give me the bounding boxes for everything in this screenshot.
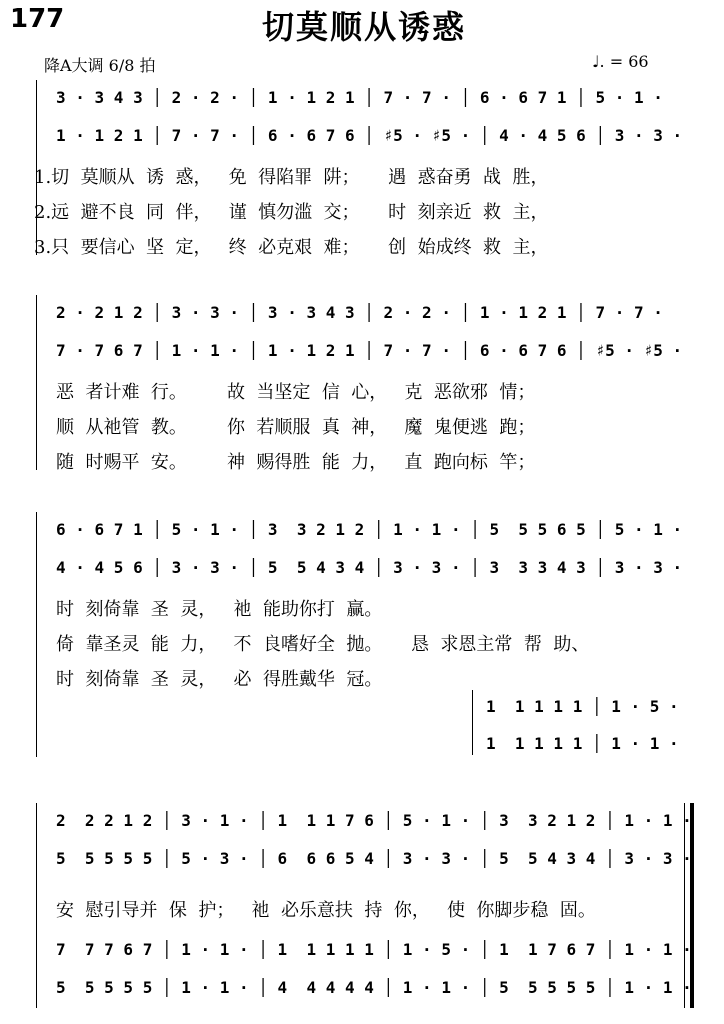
soprano-line: 6 · 6 7 1 │ 5 · 1 · │ 3 3 2 1 2 │ 1 · 1 · │ 5 5 5 6 5 │ 5 · 1 · — [56, 520, 683, 539]
lyric-verse-3: 时 刻倚靠 圣 灵， 必 得胜戴华 冠。 — [56, 669, 383, 690]
system-bar — [36, 295, 37, 470]
alto-line: 5 5 5 5 5 │ 5 · 3 · │ 6 6 6 5 4 │ 3 · 3 · │ 5 5 4 3 4 │ 3 · 3 · — [56, 849, 692, 868]
system-bar — [36, 512, 37, 757]
soprano-line: 2 2 2 1 2 │ 3 · 1 · │ 1 1 1 7 6 │ 5 · 1 · │ 3 3 2 1 2 │ 1 · 1 · — [56, 811, 692, 830]
extra-soprano-line: 1 1 1 1 1 │ 1 · 5 · — [486, 697, 679, 716]
alto-line: 7 · 7 6 7 │ 1 · 1 · │ 1 · 1 2 1 │ 7 · 7 · │ 6 · 6 7 6 │ ♯5 · ♯5 · — [56, 341, 683, 360]
lyric-verse-1: 1.切 莫顺从 诱 惑， 免 得陷罪 阱； 遇 惑奋勇 战 胜， — [34, 167, 549, 188]
lyric-verse-3: 随 时赐平 安。 神 赐得胜 能 力， 直 跑向标 竿； — [56, 452, 536, 473]
key-time-signature: 降A大调 6/8 拍 — [44, 56, 156, 75]
extra-alto-line: 1 1 1 1 1 │ 1 · 1 · — [486, 734, 679, 753]
tenor-line: 7 7 7 6 7 │ 1 · 1 · │ 1 1 1 1 1 │ 1 · 5 · │ 1 1 7 6 7 │ 1 · 1 · — [56, 940, 692, 959]
soprano-line: 3 · 3 4 3 │ 2 · 2 · │ 1 · 1 2 1 │ 7 · 7 · │ 6 · 6 7 1 │ 5 · 1 · — [56, 88, 663, 107]
lyric-verse-1: 恶 者计难 行。 故 当坚定 信 心， 克 恶欲邪 情； — [56, 382, 536, 403]
alto-line: 4 · 4 5 6 │ 3 · 3 · │ 5 5 4 3 4 │ 3 · 3 · │ 3 3 3 4 3 │ 3 · 3 · — [56, 558, 683, 577]
alto-line: 1 · 1 2 1 │ 7 · 7 · │ 6 · 6 7 6 │ ♯5 · ♯5 · │ 4 · 4 5 6 │ 3 · 3 · — [56, 126, 683, 145]
soprano-line: 2 · 2 1 2 │ 3 · 3 · │ 3 · 3 4 3 │ 2 · 2 · │ 1 · 1 2 1 │ 7 · 7 · — [56, 303, 663, 322]
system-bar — [36, 803, 37, 1008]
bass-line: 5 5 5 5 5 │ 1 · 1 · │ 4 4 4 4 4 │ 1 · 1 · │ 5 5 5 5 5 │ 1 · 1 · — [56, 978, 692, 997]
lyric-verse-2: 顺 从祂管 教。 你 若顺服 真 神， 魔 鬼便逃 跑； — [56, 417, 536, 438]
system-bar — [472, 690, 473, 755]
page-title: 切莫顺从诱惑 — [262, 8, 467, 46]
lyric-verse-1: 时 刻倚靠 圣 灵， 祂 能助你打 赢。 — [56, 599, 383, 620]
lyric-verse-2: 2.远 避不良 同 伴， 谨 慎勿滥 交； 时 刻亲近 救 主， — [34, 202, 549, 223]
lyric-verse-2: 倚 靠圣灵 能 力， 不 良嗜好全 抛。 恳 求恩主常 帮 助、 — [56, 634, 590, 655]
lyric-verse-1: 安 慰引导并 保 护； 祂 必乐意扶 持 你， 使 你脚步稳 固。 — [56, 900, 596, 921]
lyric-verse-3: 3.只 要信心 坚 定， 终 必克艰 难； 创 始成终 救 主， — [34, 237, 549, 258]
hymn-number: 177 — [10, 4, 65, 34]
tempo-marking: ♩. = 66 — [592, 52, 649, 71]
